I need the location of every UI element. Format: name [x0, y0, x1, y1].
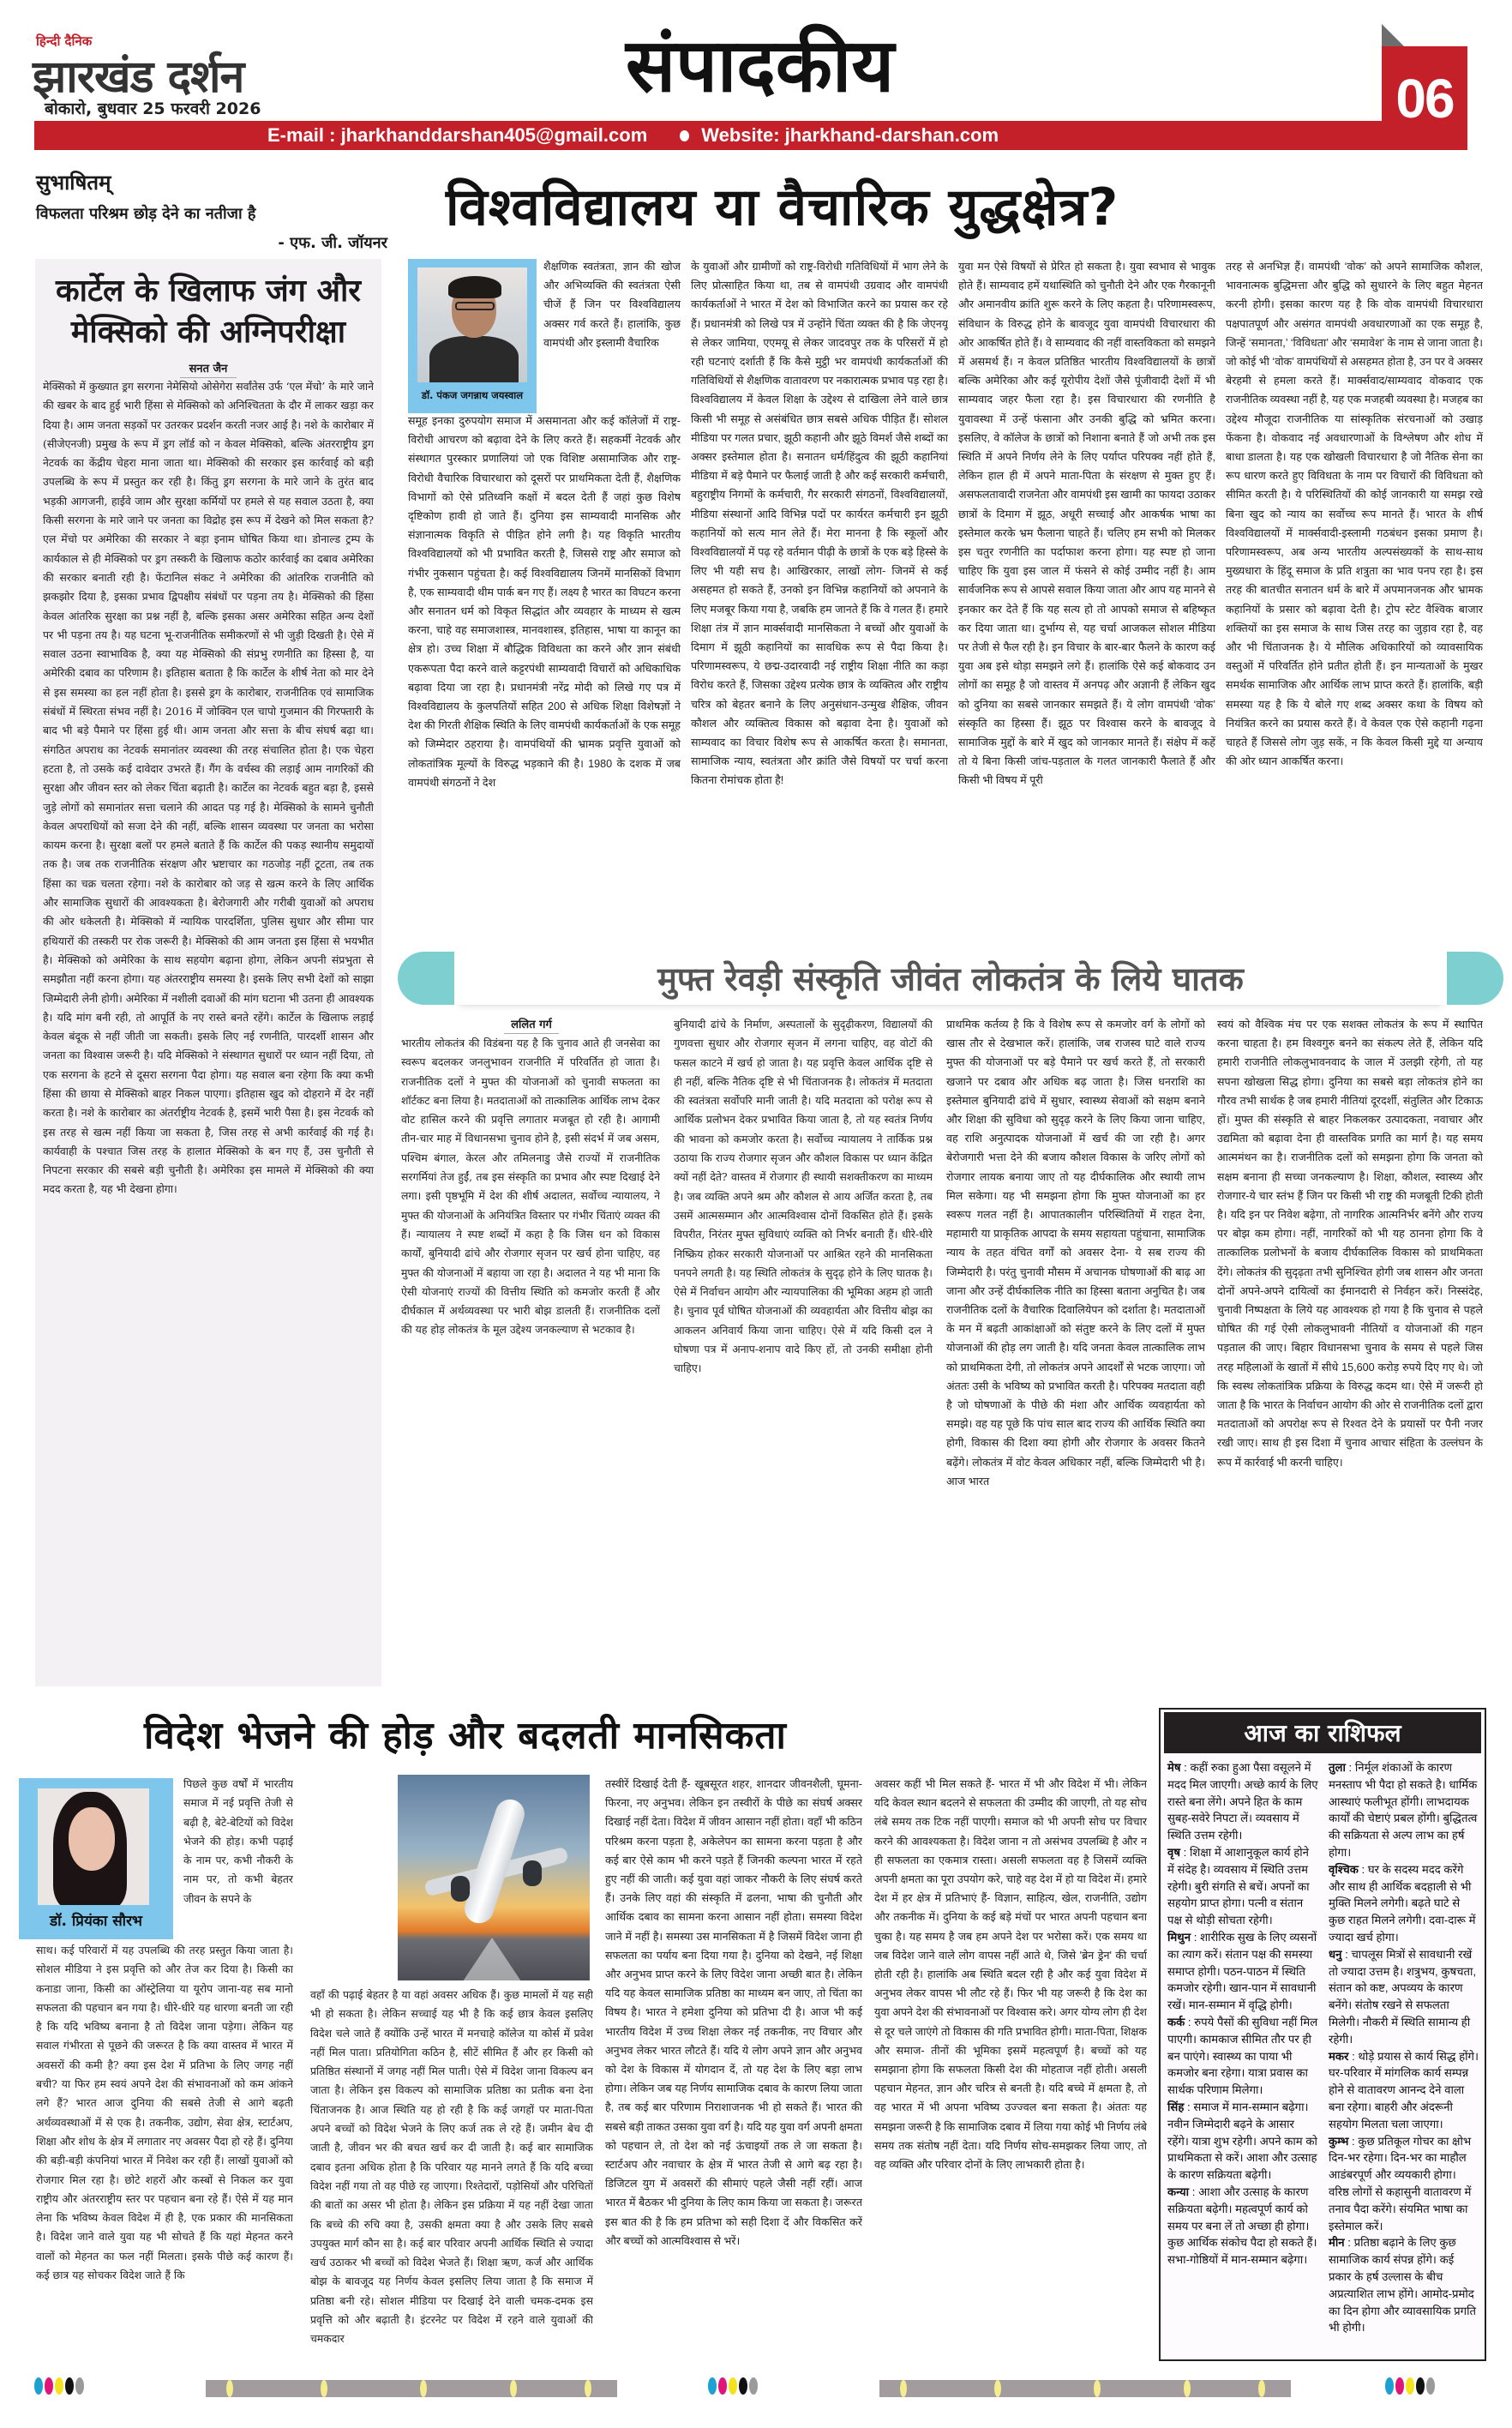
university-col1-body: समूह इनका दुरुपयोग समाज में असमानता और कई कॉलेजों में राष्ट्र-विरोधी आचरण को बढ़ावा देने के लिए करते हैं। सहकर्मी नेटवर्क और संस्थागत पुरस्कार प्रणालियां जो एक विशिष्ट असामाजिक और राष्ट्र-विरोधी वैचारिक विचारधारा को दूसरों पर प्राथमिकता देती हैं, शैक्षणिक विभागों को ऐसे प्रतिध्वनि कक्षों में बदल देती हैं जहां कुछ विशेष दृष्टिकोण हावी हो जाते हैं। दुनिया इस साम्यवादी मानसिक और संज्ञानात्मक विकृति से पीड़ित होने लगी है। यह विकृति भारतीय विश्वविद्यालयों को भी प्रभावित करती है, जिससे राष्ट्र और समाज को गंभीर नुकसान पहुंचता है। कई विश्वविद्यालय जिनमें मानसिकों विभाग है, एक साम्यवादी थीम पार्क बन गए हैं। लक्ष्य है भारत का विघटन करना और सनातन धर्म को विकृत सिद्धांत और व्यवहार के माध्यम से खत्म करना, चाहे वह समाजशास्त्र, मानवशास्त्र, इतिहास, भाषा या कानून का क्षेत्र हो। उच्च शिक्षा में बौद्धिक विविधता का करने और ज्ञान संबंधी एकरूपता पैदा करने वाले कट्टरपंथी साम्यवादी विचारों को अधिकाधिक बढ़ावा दिया जा रहा है। प्रधानमंत्री नरेंद्र मोदी को लिखे गए पत्र में विश्वविद्यालय के कुलपतियों सहित 200 से अधिक शिक्षा विशेषज्ञों ने देश की गिरती शैक्षिक स्थिति के लिए वामपंथी कार्यकर्ताओं के एक समूह को जिम्मेदार ठहराया है। वामपंथियों की भ्रामक प्रवृत्ति युवाओं को लोकतांत्रिक मूल्यों के विरुद्ध भड़काने की है। 1980 के दशक में जब वामपंथी संगठनों ने देश — [408, 415, 681, 789]
cartel-headline-line1: कार्टेल के खिलाफ जंग और — [55, 273, 362, 309]
section-title: संपादकीय — [626, 23, 895, 109]
cartel-byline: सनत जैन — [180, 360, 237, 378]
horoscope-entry-makar: मकर : थोड़े प्रयास से कार्य सिद्ध होंगे। घर-परिवार में मांगलिक कार्य सम्पन्न होने से वातावरण आनन्द देने वाला बना रहेगा। बाहरी और अंदरूनी सहयोग मिलता चला जाएगा। — [1329, 2049, 1479, 2131]
university-col2: के युवाओं और ग्रामीणों को राष्ट्र-विरोधी गतिविधियों में भाग लेने के लिए प्रोत्साहित किया था, तब से वामपंथी उग्रवाद और वामपंथी कार्यकर्ताओं ने भारत में देश को विभाजित करने का प्रयास कर रहे हैं। प्रधानमंत्री को लिखे पत्र में उन्होंने चिंता व्यक्त की है कि जेएनयू से लेकर जामिया, एएमयू से लेकर जादवपुर तक के परिसरों में हो रही घटनाएं दर्शाती हैं कि कैसे मुट्ठी भर वामपंथी कार्यकर्ताओं की गतिविधियों से शैक्षणिक वातावरण पर नकारात्मक प्रभाव पड़ रहा है। विश्वविद्यालय में केवल शिक्षा के उद्देश्य से दाखिला लेने वाले छात्र किसी भी समूह से असंबंधित छात्र सबसे अधिक पीड़ित हैं। सोशल मीडिया पर गलत प्रचार, झूठी कहानी और झूठे विमर्श जैसे शब्दों का अक्सर इस्तेमाल होता है। सनातन धर्म/हिंदुत्व की झूठी कहानियां मीडिया में बड़े पैमाने पर फैलाई जाती है और कई सरकारी कर्मचारी, बहुराष्ट्रीय निगमों के कर्मचारी, गैर सरकारी संगठनों, विश्वविद्यालयों, मीडिया संस्थानों आदि विभिन्न पदों पर कार्यरत कर्मचारी इन झूठी कहानियों को सत्य मान लेते हैं। मेरा मानना है कि स्कूलों और विश्वविद्यालयों में पढ़ रहे वर्तमान पीढ़ी के छात्रों के एक बड़े हिस्से के लिए भी यही सच है। आखिरकार, लाखों लोग- जिनमें से कई असहमत हो सकते हैं, उनको इन विभिन्न कहानियों को अपनाने के लिए मजबूर किया गया है, जबकि हम जानते हैं कि वे गलत हैं। हमारे शिक्षा तंत्र में ज्ञान मार्क्सवादी मानसिकता ने बच्चों और युवाओं के दिमाग में झूठी कहानियों का सावधिक रूप से पैदा किया है। परिणामस्वरूप, ये छद्म-उदारवादी नई राष्ट्रीय शिक्षा नीति का कड़ा विरोध करते हैं, जिसका उद्देश्य प्रत्येक छात्र के व्यक्तित्व और राष्ट्रीय चरित्र को बेहतर बनाने के लिए अनुसंधान-उन्मुख शैक्षिक, जीवन कौशल और व्यक्तित्व विकास को बढ़ावा देना है। युवाओं को साम्यवाद का विचार विशेष रूप से आकर्षित करता है। समानता, सामाजिक न्याय, स्वतंत्रता और क्रांति जैसे विषयों पर चर्चा करना कितना रोमांचक होता है! — [691, 261, 948, 787]
freebies-col3: प्राथमिक कर्तव्य है कि वे विशेष रूप से कमजोर वर्ग के लोगों को खास तौर से देखभाल करें। हालांकि, जब राजस्व घाटे वाले राज्य मुफ्त की योजनाओं पर बड़े पैमाने पर खर्च करते हैं, तो सरकारी खजाने पर दबाव और अधिक बढ़ जाता है। जिस धनराशि का इस्तेमाल बुनियादी ढांचे में सुधार, स्वास्थ्य सेवाओं को सक्षम बनाने और शिक्षा की सुविधा को सुदृढ़ करने के लिए किया जाना चाहिए, वह राशि अनुत्पादक योजनाओं में खर्च की जा रही है। अगर बेरोजगारी भत्ता देने की बजाय कौशल विकास के जरिए लोगों को रोजगार लायक बनाया जाए तो यह दीर्घकालिक और स्थायी लाभ मिल सकेगा। यह भी समझना होगा कि मुफ्त योजनाओं का हर स्वरूप गलत नहीं है। आपातकालीन परिस्थितियों में राहत देना, महामारी या प्राकृतिक आपदा के समय सहायता पहुंचाना, सामाजिक न्याय के तहत वंचित वर्गों को अवसर देना- ये सब राज्य की जिम्मेदारी है। परंतु चुनावी मौसम में अचानक घोषणाओं की बाढ़ आ जाना और उन्हें दीर्घकालिक नीति का हिस्सा बताना अनुचित है। जब राजनीतिक दलों के वैचारिक दिवालियेपन को दर्शाता है। मतदाताओं के मन में बढ़ती आकांक्षाओं को संतुष्ट करने के लिए दलों में मुफ्त योजनाओं की होड़ लग जाती है। यदि जनता केवल तात्कालिक लाभ को प्राथमिकता देगी, तो लोकतंत्र अपने आदर्शों से भटक जाएगा। जो अंततः उसी के भविष्य को प्रभावित करती है। परिपक्व मतदाता वही है जो घोषणाओं के पीछे की मंशा और आर्थिक व्यवहार्यता को समझे। वह यह पूछे कि पांच साल बाद राज्य की आर्थिक स्थिति क्या होगी, विकास की दिशा क्या होगी और रोजगार के अवसर कितने बढ़ेंगे। लोकतंत्र में वोट केवल अधिकार नहीं, बल्कि जिम्मेदारी भी है। आज भारत — [946, 1019, 1205, 1487]
author-portrait — [38, 1788, 149, 1905]
registration-dot — [1406, 2377, 1414, 2395]
subhashitam-quote: विफलता परिश्रम छोड़ देने का नतीजा है — [36, 205, 256, 223]
strip-mark — [1258, 2380, 1265, 2397]
freebies-byline: ललित गर्ग — [504, 1016, 559, 1034]
freebies-headline: मुफ्त रेवड़ी संस्कृति जीवंत लोकतंत्र के लिये घातक — [454, 952, 1447, 1005]
cartel-headline — [35, 271, 381, 353]
horoscope-left-column — [1167, 1759, 1318, 2269]
horoscope-entry-singh: सिंह : समाज में मान-सम्मान बढ़ेगा। नवीन जिम्मेदारी बढ़ने के आसार रहेंगे। यात्रा शुभ रहेगी। अपने काम को प्राथमिकता से करें। आशा और उत्साह के कारण सक्रियता बढ़ेगी। — [1167, 2100, 1317, 2182]
paper-tagline: हिन्दी दैनिक — [36, 33, 93, 49]
horoscope-right-column — [1329, 1759, 1479, 2336]
abroad-col4: अवसर कहीं भी मिल सकते हैं- भारत में भी और विदेश में भी। लेकिन यदि केवल स्थान बदलने से सफलता की उम्मीद की जाएगी, तो यह सोच लंबे समय तक टिक नहीं पाएगी। समाज को भी अपनी सोच पर विचार करने की आवश्यकता है। विदेश जाना न तो असंभव उपलब्धि है और न ही सफलता का एकमात्र रास्ता। असली सफलता वह है जिसमें व्यक्ति अपनी क्षमता का पूरा उपयोग करे, चाहे वह देश में हो या विदेश में। हमारे देश में हर क्षेत्र में प्रतिभाएं हैं- विज्ञान, साहित्य, खेल, राजनीति, उद्योग और तकनीक में। दुनिया के कई बड़े मंचों पर भारत अपनी पहचान बना चुका है। यह समय है जब हम अपने देश पर भरोसा करें। एक समय था जब विदेश जाने वाले लोग वापस नहीं आते थे, जिसे 'ब्रेन ड्रेन' की चर्चा होती रही है। हालांकि अब स्थिति बदल रही है और कई युवा विदेश में अनुभव लेकर वापस भी लौट रहे हैं। फिर भी यह जरूरी है कि देश का युवा अपने देश की संभावनाओं पर विश्वास करे। अगर योग्य लोग ही देश से दूर चले जाएंगे तो विकास की गति प्रभावित होगी। माता-पिता, शिक्षक और समाज- तीनों की भूमिका इसमें महत्वपूर्ण है। बच्चों को यह समझाना होगा कि सफलता किसी देश की मोहताज नहीं होती। असली पहचान मेहनत, ज्ञान और चरित्र से बनती है। यदि बच्चे में क्षमता है, तो वह भारत में भी अपना भविष्य उज्ज्वल बना सकता है। अंततः यह समझना जरूरी है कि सामाजिक दबाव में लिया गया कोई भी निर्णय लंबे समय तक संतोष नहीं देता। यदि निर्णय सोच-समझकर लिया जाए, तो वह व्यक्ति और परिवार दोनों के लिए लाभकारी होता है। — [874, 1778, 1147, 2172]
abroad-headline: विदेश भेजने की होड़ और बदलती मानसिकता — [144, 1714, 787, 1758]
registration-dot — [749, 2377, 758, 2395]
horoscope-title: आज का राशिफल — [1164, 1712, 1481, 1753]
freebies-headline-banner — [398, 952, 1503, 1005]
page-number: 06 — [1382, 46, 1467, 150]
horoscope-entry-vrishchik: वृश्चिक : घर के सदस्य मदद करेंगे और साथ ही आर्थिक बदहाली से भी मुक्ति मिलने लगेगी। बढ़ते घाटे से कुछ राहत मिलने लगेगी। दवा-दारू में ज्यादा खर्च होगा। — [1329, 1862, 1476, 1944]
registration-dot — [1385, 2377, 1394, 2395]
university-col1-intro: शैक्षणिक स्वतंत्रता, ज्ञान की खोज और अभिव्यक्ति की स्वतंत्रता ऐसी चीजें हैं जिन पर विश्वविद्यालय अक्सर गर्व करते हैं। हालांकि, कुछ वामपंथी और इस्लामी वैचारिक — [543, 261, 681, 349]
registration-dot — [729, 2377, 737, 2395]
university-col4: तरह से अनभिज्ञ हैं। वामपंथी ‘वोक’ को अपने सामाजिक कौशल, भावनात्मक बुद्धिमत्ता और बुद्धि को सुधारने के लिए बहुत मेहनत करनी होगी। इसका कारण यह है कि वोक वामपंथी विचारधारा पक्षपातपूर्ण और असंगत वामपंथी अवधारणाओं का एक समूह है, जिन्हें ‘समानता,’ ‘विविधता’ और ‘समावेश’ के नाम से जाना जाता है। जो कोई भी ‘वोक’ वामपंथियों से असहमत होता है, उन पर वे अक्सर बेरहमी से हमला करते हैं। मार्क्सवाद/साम्यवाद वोकवाद एक राजनीतिक व्यवस्था नहीं है, यह एक मजहबी व्यवस्था है। मजहब का उद्देश्य मौजूदा राजनीतिक या सांस्कृतिक संरचनाओं को उखाड़ फेंकना है। वोकवाद नई अवधारणाओं के विश्लेषण और शोध में बाधा डालता है। यह एक खोखली विचारधारा है जो नैतिक सेना का रूप धारण करते हुए विविधता के नाम पर विचारों की विविधता को सीमित करती है। ये परिस्थितियों की कोई जानकारी या समझ रखे बिना खुद को न्याय का सर्वोच्च रूप मानते हैं। भारत के शीर्ष विश्वविद्यालयों में मार्क्सवादी-इस्लामी गठबंधन इसका प्रमाण है। परिणामस्वरूप, अब अन्य भारतीय अल्पसंख्यकों के साथ-साथ मुख्यधारा के हिंदू समाज के प्रति शत्रुता का भाव पनप रहा है। इस तरह की बातचीत सनातन धर्म के बारे में अपमानजनक और भ्रामक कहानियों के प्रसार को बढ़ावा देती है। ट्रोप स्टेट वैश्विक बाजार शक्तियों का इस समाज के साथ जिस तरह का जुड़ाव रहा है, वह और भी चिंताजनक है। ये मौलिक अधिकारियों को व्यावसायिक वस्तुओं में परिवर्तित होने प्रतीत होती हैं। इन मान्यताओं के मुखर समर्थक सामाजिक और आर्थिक लाभ प्राप्त करते हैं। हालांकि, बड़ी समस्या यह है कि ये बोले गए शब्द अक्सर कथा के विषय को नियंत्रित करने का प्रयास करते हैं। वे केवल एक ऐसे कहानी गढ़ना चाहते हैं जिससे लोग जुड़ सकें, न कि केवल किसी मुद्दे या अन्याय की ओर ध्यान आकर्षित करना। — [1226, 261, 1483, 768]
strip-mark — [510, 2380, 517, 2397]
color-strip-left — [206, 2380, 617, 2397]
registration-marks-center — [708, 2377, 758, 2395]
abroad-col2: वहाँ की पढ़ाई बेहतर है या वहां अवसर अधिक हैं। कुछ मामलों में यह सही भी हो सकता है। लेकिन सच्चाई यह भी है कि कई छात्र केवल इसलिए विदेश चले जाते हैं क्योंकि उन्हें भारत में मनचाहे कॉलेज या कोर्स में प्रवेश नहीं मिल पाता। प्रतियोगिता कठिन है, सीटें सीमित हैं और हर किसी को प्रतिष्ठित संस्थानों में जगह नहीं मिल पाती। ऐसे में विदेश जाना विकल्प बन जाता है। लेकिन इस विकल्प को सामाजिक प्रतिष्ठा का प्रतीक बना देना चिंताजनक है। आज स्थिति यह हो रही है कि कई जगहों पर माता-पिता अपने बच्चों को विदेश भेजने के लिए कर्ज तक ले रहे हैं। जमीन बेच दी जाती है, जीवन भर की बचत खर्च कर दी जाती है। कई बार सामाजिक दबाव इतना अधिक होता है कि परिवार यह मानने लगते हैं कि यदि बच्चा विदेश नहीं गया तो वह पीछे रह जाएगा। रिश्तेदारों, पड़ोसियों और परिचितों की बातों का असर भी होता है। लेकिन इस प्रक्रिया में यह नहीं देखा जाता कि बच्चे की रुचि क्या है, उसकी क्षमता क्या है और उसके लिए सबसे उपयुक्त मार्ग कौन सा है। कई बार परिवार अपनी आर्थिक स्थिति से ज्यादा खर्च उठाकर भी बच्चों को विदेश भेजते हैं। शिक्षा ऋण, कर्ज और आर्थिक बोझ के बावजूद यह निर्णय केवल इसलिए लिया जाता है कि समाज में प्रतिष्ठा बनी रहे। सोशल मीडिया पर दिखाई देने वाली चमक-दमक इस प्रवृत्ति को और बढ़ाती है। इंटरनेट पर विदेश में रहने वाले युवाओं की चमकदार — [310, 1988, 593, 2346]
subhashitam-title: सुभाषितम् — [36, 171, 111, 195]
author-photo-saurabh — [19, 1778, 173, 1939]
horoscope-entry-mithun: मिथुन : शारीरिक सुख के लिए व्यसनों का त्याग करें। संतान पक्ष की समस्या समाप्त होगी। पठन-पाठन में स्थिति कमजोर रहेगी। खान-पान में सावधानी रखें। मान-सम्मान में वृद्धि होगी। — [1167, 1930, 1317, 2012]
strip-mark — [994, 2380, 1001, 2397]
registration-dot — [718, 2377, 727, 2395]
horoscope-entry-kanya: कन्या : आशा और उत्साह के कारण सक्रियता बढ़ेगी। महत्वपूर्ण कार्य को समय पर बना लें तो अच्छा ही होगा। कुछ आर्थिक संकोच पैदा हो सकते हैं। सभा-गोष्ठियों में मान-सम्मान बढ़ेगा। — [1167, 2185, 1317, 2267]
horoscope-entry-kark: कर्क : रुपये पैसों की सुविधा नहीं मिल पाएगी। कामकाज सीमित तौर पर ही बन पाएंगे। स्वास्थ्य का पाया भी कमजोर बना रहेगा। यात्रा प्रवास का सार्थक परिणाम मिलेगा। — [1167, 2015, 1318, 2097]
cartel-headline-line2: मेक्सिको की अग्निपरीक्षा — [70, 315, 346, 350]
strip-mark — [585, 2380, 591, 2397]
author-photo-jayaswal — [408, 259, 537, 413]
registration-dot — [55, 2377, 63, 2395]
abroad-col1-body: साथ। कई परिवारों में यह उपलब्धि की तरह प्रस्तुत किया जाता है। सोशल मीडिया ने इस प्रवृत्ति को और तेज कर दिया है। किसी का कनाडा जाना, किसी का ऑस्ट्रेलिया या यूरोप जाना-यह सब मानो सफलता की पहचान बन गया है। धीरे-धीरे यह धारणा बनती जा रही है कि यदि भविष्य बनाना है तो विदेश जाना पड़ेगा। लेकिन यह सवाल गंभीरता से पूछने की जरूरत है कि क्या वास्तव में भारत में अवसरों की कमी है? क्या इस देश में प्रतिभा के लिए जगह नहीं बची? या फिर हम स्वयं अपने देश की संभावनाओं को कम आंकने लगे हैं? भारत आज दुनिया की सबसे तेजी से आगे बढ़ती अर्थव्यवस्थाओं में से एक है। तकनीक, उद्योग, सेवा क्षेत्र, स्टार्टअप, शिक्षा और शोध के क्षेत्र में लगातार नए अवसर पैदा हो रहे हैं। दुनिया की बड़ी-बड़ी कंपनियां भारत में निवेश कर रही हैं। लाखों युवाओं को रोजगार मिल रहा है। छोटे शहरों और कस्बों से निकल कर युवा राष्ट्रीय और अंतरराष्ट्रीय स्तर पर पहचान बना रहे हैं। ऐसे में यह मान लेना कि भविष्य केवल विदेश में ही है, एक प्रकार की मानसिकता है। विदेश जाने वाले युवा यह भी सोचते हैं कि यहां मेहनत करने वालों को मेहनत का फल नहीं मिलता। इसके पीछे कई कारण हैं। कई छात्र यह सोचकर विदेश जाते हैं कि — [36, 1944, 293, 2282]
horoscope-entry-kumbh: कुम्भ : कुछ प्रतिकूल गोचर का क्षोभ दिन-भर रहेगा। दिन-भर का माहौल आडंबरपूर्ण और व्ययकारी होगा। वरिष्ठ लोगों से कहासुनी वातावरण में तनाव पैदा करेंगे। संयमित भाषा का इस्तेमाल करें। — [1329, 2134, 1472, 2233]
registration-dot — [75, 2377, 84, 2395]
dateline: बोकारो, बुधवार 25 फरवरी 2026 — [45, 99, 261, 118]
horoscope-entry-dhanu: धनु : चापलूस मित्रों से सावधानी रखें तो ज्यादा उत्तम है। शत्रुभय, कुषचता, संतान को कष्ट, अपव्यय के कारण बनेंगे। संतोष रखने से सफलता मिलेगी। नौकरी में स्थिति सामान्य ही रहेगी। — [1329, 1947, 1477, 2046]
author-portrait — [417, 267, 527, 382]
bullet-icon — [680, 130, 689, 141]
strip-mark — [321, 2380, 327, 2397]
horoscope-entry-vrish: वृष : शिक्षा में आशानुकूल कार्य होने में संदेह है। व्यवसाय में स्थिति उत्तम रहेगी। बुरी संगति से बचें। अपनों का सहयोग प्राप्त होगा। पत्नी व संतान पक्ष से थोड़ी सोचता रहेगी। — [1167, 1845, 1310, 1927]
registration-marks-right — [1385, 2377, 1435, 2395]
subhashitam-box — [36, 168, 387, 253]
university-col3: युवा मन ऐसे विषयों से प्रेरित हो सकता है। युवा स्वभाव से भावुक होते हैं। साम्यवाद हमें यथास्थिति को चुनौती देने और एक गैरकानूनी और अमानवीय क्रांति शुरू करने के लिए कहता है। परिणामस्वरूप, संविधान के विरुद्ध होने के बावजूद युवा वामपंथी विचारधारा की ओर आकर्षित होते हैं। वे साम्यवाद की नहीं वास्तविकता को समझने में असमर्थ हैं। न केवल प्रतिष्ठित भारतीय विश्वविद्यालयों के छात्रों बल्कि अमेरिका और कई यूरोपीय देशों जैसे पूंजीवादी देशों में भी साम्यवाद जहर फैला रहा है। इस विचारधारा की रणनीति है युवावस्था में उन्हें फंसाना और उनकी बुद्धि को भ्रमित करना। इसलिए, वे कॉलेज के छात्रों को निशाना बनाते हैं जो अभी तक इस स्थिति में अपने निर्णय लेने के लिए पर्याप्त परिपक्व नहीं होते हैं, लेकिन हाल ही में अपने माता-पिता के संरक्षण से मुक्त हुए हैं। असफलतावादी राजनेता और वामपंथी इस खामी का फायदा उठाकर छात्रों के दिमाग में झूठ, अधूरी सच्चाई और आकर्षक भाषा का इस्तेमाल करके भ्रम फैलाना चाहते हैं। चलिए हम सभी को मिलकर इस चतुर रणनीति का पर्दाफाश करना होगा। यह स्पष्ट हो जाना चाहिए कि युवा इस जाल में फंसने से कोई उम्मीद नहीं है। आम सार्वजनिक रूप से आपसे सवाल किया जाता और आप यह मानने से इनकार कर देते हैं कि यह सत्य हो तो आपको समाज से बहिष्कृत कर दिया जाता था। दुर्भाग्य से, यह चर्चा आजकल सोशल मीडिया पर तेजी से फैल रही है। इन विचार के बार-बार फैलने के कारण कई युवा अब इसे थोड़ा समझने लगे हैं। हालांकि ऐसे कई बोकवाद उन लोगों का समूह है जो वास्तव में अनपढ़ और अज्ञानी हैं लेकिन खुद को दुनिया का सबसे जानकार समझते हैं। ये लोग वामपंथी ‘वोक’ संस्कृति का हिस्सा हैं। झूठ पर विश्वास करने के बावजूद वे सामाजिक मुद्दों के बारे में खुद को जानकार मानते हैं। संक्षेप में कहें तो ये बिना किसी जांच-पड़ताल के गलत जानकारी फैलाते हैं और किसी भी विषय में पूरी — [958, 261, 1215, 787]
horoscope-entry-meen: मीन : प्रतिष्ठा बढ़ाने के लिए कुछ सामाजिक कार्य संपन्न होंगे। कई प्रकार के हर्ष उल्लास के बीच अप्रत्याशित लाभ होंगे। आमोद-प्रमोद का दिन होगा और व्यावसायिक प्रगति भी होगी। — [1329, 2236, 1477, 2335]
strip-mark — [1094, 2380, 1101, 2397]
registration-dot — [1416, 2377, 1425, 2395]
abroad-col3: तस्वीरें दिखाई देती हैं- खूबसूरत शहर, शानदार जीवनशैली, घूमना-फिरना, नए अनुभव। लेकिन इन तस्वीरों के पीछे का संघर्ष अक्सर दिखाई नहीं देता। विदेश में जीवन आसान नहीं होता। वहाँ भी कठिन परिश्रम करना पड़ता है, अकेलेपन का सामना करना पड़ता है और कई बार ऐसे काम भी करने पड़ते हैं जिनकी कल्पना भारत में रहते हुए नहीं की जाती। कई युवा वहां जाकर नौकरी के लिए संघर्ष करते हैं। उनके लिए वहां की संस्कृति में ढलना, भाषा की चुनौती और आर्थिक दबाव का सामना करना आसान नहीं होता। समस्या विदेश जाने में नहीं है। समस्या उस मानसिकता में है जिसमें विदेश जाना ही सफलता का पर्याय बना दिया गया है। दुनिया को देखने, नई शिक्षा और अनुभव प्राप्त करने के लिए विदेश जाना अच्छी बात है। लेकिन यदि यह केवल सामाजिक प्रतिष्ठा का माध्यम बन जाए, तो चिंता का विषय है। भारत ने हमेशा दुनिया को प्रतिभा दी है। आज भी कई भारतीय विदेश में उच्च शिक्षा लेकर नई तकनीक, नए विचार और अनुभव लेकर भारत लौटते हैं। यदि ये लोग अपने ज्ञान और अनुभव को देश के विकास में योगदान दें, तो यह देश के लिए बड़ा लाभ होगा। लेकिन जब यह निर्णय सामाजिक दबाव के कारण लिया जाता है, तब कई बार परिणाम निराशाजनक भी हो सकते हैं। भारत की सबसे बड़ी ताकत उसका युवा वर्ग है। यदि यह युवा वर्ग अपनी क्षमता को पहचान ले, तो देश को नई ऊंचाइयों तक ले जा सकता है। स्टार्टअप और नवाचार के क्षेत्र में भारत तेजी से आगे बढ़ रहा है। डिजिटल युग में अवसरों की सीमाएं पहले जैसी नहीं रहीं। आज भारत में बैठकर भी दुनिया के लिए काम किया जा सकता है। जरूरत इस बात की है कि हम प्रतिभा को सही दिशा दें और विकसित करें और बच्चों को आत्मविश्वास से भरें। — [605, 1778, 862, 2247]
registration-dot — [708, 2377, 717, 2395]
registration-dot — [739, 2377, 747, 2395]
author-caption: डॉ. पंकज जगन्नाथ जयस्वाल — [421, 389, 524, 401]
color-strip-right — [879, 2380, 1291, 2397]
freebies-col1: भारतीय लोकतंत्र की विडंबना यह है कि चुनाव आते ही जनसेवा का स्वरूप बदलकर जनलुभावन राजनीति में परिवर्तित हो जाता है। राजनीतिक दलों ने मुफ्त की योजनाओं को चुनावी सफलता का शॉर्टकट बना लिया है। मतदाताओं को तात्कालिक आर्थिक लाभ देकर वोट हासिल करने की प्रवृत्ति लगातार मजबूत हो रही है। आगामी तीन-चार माह में विधानसभा चुनाव होने है, इसी संदर्भ में जब असम, पश्चिम बंगाल, केरल और तमिलनाडु जैसे राज्यों में राजनीतिक सरगर्मियां तेज हुईं, तब इस संस्कृति का प्रभाव और स्पष्ट दिखाई देने लगा। इसी पृष्ठभूमि में देश की शीर्ष अदालत, सर्वोच्च न्यायालय, ने मुफ्त की योजनाओं के अनियंत्रित विस्तार पर गंभीर चिंताएं व्यक्त की हैं। न्यायालय ने स्पष्ट शब्दों में कहा है कि जिस धन को विकास कार्यों, बुनियादी ढांचे और रोजगार सृजन पर खर्च होना चाहिए, वह मुफ्त की योजनाओं में बहाया जा रहा है। अदालत ने यह भी माना कि ऐसी योजनाएं राज्यों की वित्तीय स्थिति को कमजोर करती हैं और दीर्घकाल में अर्थव्यवस्था पर भारी बोझ डालती हैं। राजनीतिक दलों की यह होड़ लोकतंत्र के मूल उद्देश्य जनकल्याण से भटकाव है। — [401, 1037, 660, 1337]
horoscope-entry-tula: तुला : निर्मूल शंकाओं के कारण मनस्ताप भी पैदा हो सकते है। धार्मिक आस्थाएं फलीभूत होंगी। लाभदायक कार्यों की चेष्टाएं प्रबल होंगी। बुद्धितत्व की सक्रियता से अल्प लाभ का हर्ष होगा। — [1329, 1761, 1478, 1859]
registration-marks-left — [34, 2377, 84, 2395]
airplane-photo — [398, 1775, 590, 1980]
strip-mark — [226, 2380, 233, 2397]
registration-dot — [65, 2377, 74, 2395]
author-caption: डॉ. प्रियंका सौरभ — [50, 1913, 142, 1930]
website-link[interactable]: Website: jharkhand-darshan.com — [701, 124, 999, 146]
registration-dot — [34, 2377, 43, 2395]
abroad-col1-intro: पिछले कुछ वर्षों में भारतीय समाज में नई प्रवृत्ति तेजी से बढ़ी है, बेटे-बेटियों को विदेश भेजने की होड़। कभी पढ़ाई के नाम पर, कभी नौकरी के नाम पर, तो कभी बेहतर जीवन के सपने के — [183, 1777, 293, 1905]
email-link[interactable]: E-mail : jharkhanddarshan405@gmail.com — [267, 124, 648, 146]
registration-dot — [1426, 2377, 1435, 2395]
strip-mark — [1184, 2380, 1191, 2397]
subhashitam-author: - एफ. जी. जॉयनर — [278, 234, 387, 252]
horoscope-entry-mesh: मेष : कहीं रुका हुआ पैसा वसूलने में मदद मिल जाएगी। अच्छे कार्य के लिए रास्ते बना लेंगे। अपने हित के काम सुबह-सवेरे निपटा लें। व्यवसाय में स्थिति उत्तम रहेगी। — [1167, 1761, 1318, 1842]
paper-logo: झारखंड दर्शन — [33, 51, 244, 103]
freebies-col2: बुनियादी ढांचे के निर्माण, अस्पतालों के सुदृढ़ीकरण, विद्यालयों की गुणवत्ता सुधार और रोजगार सृजन में लगना चाहिए, वह वोटों की फसल काटने में खर्च हो जाता है। यह प्रवृत्ति केवल आर्थिक दृष्टि से ही नहीं, बल्कि नैतिक दृष्टि से भी चिंताजनक है। लोकतंत्र में मतदाता की स्वतंत्रता सर्वोपरि मानी जाती है। यदि मतदाता को परोक्ष रूप से आर्थिक प्रलोभन देकर प्रभावित किया जाता है, तो यह स्वतंत्र निर्णय की भावना को कमजोर करता है। सर्वोच्च न्यायालय ने तार्किक प्रश्न उठाया कि राज्य रोजगार सृजन और कौशल विकास पर ध्यान केंद्रित क्यों नहीं देते? वास्तव में रोजगार ही स्थायी सशक्तीकरण का माध्यम है। जब व्यक्ति अपने श्रम और कौशल से आय अर्जित करता है, तब उसमें आत्मसम्मान और आत्मविश्वास दोनों विकसित होते हैं। इसके विपरीत, निरंतर मुफ्त सुविधाएं व्यक्ति को निर्भर बनाती हैं। धीरे-धीरे निष्क्रिय होकर सरकारी योजनाओं पर आश्रित रहने की मानसिकता पनपने लगती है। यह स्थिति लोकतंत्र के सुदृढ़ होने के लिए घातक है। ऐसे में निर्वाचन आयोग और न्यायपालिका की भूमिका अहम हो जाती है। चुनाव पूर्व घोषित योजनाओं की व्यवहार्यता और वित्तीय बोझ का आकलन अनिवार्य किया जाना चाहिए। ऐसे में यदि किसी दल ने घोषणा पत्र में अनाप-शनाप वादे किए हों, तो उनकी समीक्षा होनी चाहिए। — [674, 1018, 933, 1375]
registration-dot — [1395, 2377, 1404, 2395]
strip-mark — [900, 2380, 907, 2397]
cartel-body: मेक्सिको में कुख्यात ड्रग सरगना नेमेसियो ओसेगेरा सर्वांतेस उर्फ ‘एल मेंचो’ के मारे जाने की खबर के बाद हुई भारी हिंसा से मेक्सिको को अनिश्चितता के दौर में लाकर खड़ा कर दिया है। आम जनता सड़कों पर उतरकर प्रदर्शन करती नजर आई है। नशे के कारोबार में (सीजेएनजी) प्रमुख के रूप में ड्रग लॉर्ड को न केवल मेक्सिको, बल्कि अंतरराष्ट्रीय ड्रग नेटवर्क का केंद्रीय चेहरा माना जाता था। मेक्सिको की सरकार इस कार्रवाई को बड़ी उपलब्धि के रूप में प्रस्तुत कर रही है। किंतु ड्रग सरगना के मारे जाने के तुरंत बाद भड़की आगजनी, हाईवे जाम और सुरक्षा कर्मियों पर हमले से यह सवाल उठता है, क्या किसी सरगना के मारे जाने पर जनता का विद्रोह इस रूप में देखने को मिल सकता है? एल मेंचो पर अमेरिका की सरकार ने बड़ा इनाम घोषित किया था। डोनाल्ड ट्रम्प के कार्यकाल से ही मेक्सिको पर ड्रग तस्करी के खिलाफ कठोर कार्रवाई का दबाव अमेरिका की सरकार बनाती रही है। फेंटानिल संकट ने अमेरिका की आंतरिक राजनीति को झकझोर दिया है, इसका प्रभाव द्विपक्षीय संबंधों पर पड़ना तय है। मेक्सिको की हिंसा केवल आंतरिक सुरक्षा का प्रश्न नहीं है, बल्कि इसका असर अमेरिका सहित अन्य देशों पर भी पड़ना तय है। यह घटना भू-राजनीतिक समीकरणों से भी जुड़ी दिखती है। ऐसे में सवाल उठना स्वाभाविक है, क्या यह मेक्सिको की संप्रभु रणनीति का हिस्सा है, या अमेरिकी दबाव का परिणाम है। इतिहास बताता है कि कार्टेल के शीर्ष नेता को मार देने से इस समस्या का हल नहीं होता है। इससे ड्रग के कारोबार, राजनीतिक एवं सामाजिक संबंधों में स्थिरता संभव नहीं है। 2016 में जोक्विन एल चापो गुजमान की गिरफ्तारी के बाद भी बड़े पैमाने पर हिंसा हुई थी। आम जनता और सत्ता के बीच संघर्ष बढ़ा था। संगठित अपराध का नेटवर्क समानांतर व्यवस्था की तरह संचालित होता है। एक चेहरा हटता है, तो उसके कई दावेदार उभरते हैं। गैंग के वर्चस्व की लड़ाई आम नागरिकों की सुरक्षा और जीवन स्तर को लेकर चिंता बढ़ाती है। कार्टेल का नेटवर्क बहुत बड़ा है, इससे जुड़े लोगों को समानांतर सत्ता चलाने की आदत पड़ गई है। मेक्सिको के सामने चुनौती केवल अपराधियों को सजा देने की नहीं, बल्कि शासन व्यवस्था पर जनता का भरोसा कायम करना है। सुरक्षा बलों पर हमले बताते हैं कि कार्टेल की पकड़ स्थानीय समुदायों तक है। जब तक राजनीतिक संरक्षण और भ्रष्टाचार का गठजोड़ नहीं टूटता, तब तक हिंसा का चक्र चलता रहेगा। नशे के कारोबार को जड़ से खत्म करने के लिए आर्थिक और सामाजिक सुधारों की आवश्यकता है। बेरोजगारी और गरीबी युवाओं को अपराध की ओर धकेलती है। मेक्सिको में न्यायिक पारदर्शिता, पुलिस सुधार और सीमा पार हथियारों की तस्करी पर रोक जरूरी है। मेक्सिको की आम जनता इस हिंसा से भयभीत है। मेक्सिको को अमेरिका के साथ सहयोग बढ़ाना होगा, लेकिन अपनी संप्रभुता से समझौता नहीं करना होगा। यह अंतरराष्ट्रीय समस्या है। इसके लिए सभी देशों को साझा जिम्मेदारी लेनी होगी। अमेरिका में नशीली दवाओं की मांग घटाना भी उतना ही आवश्यक है। यदि मांग बनी रही, तो आपूर्ति के नए रास्ते बनते रहेंगे। कार्टेल के खिलाफ लड़ाई केवल बंदूक से नहीं जीती जा सकती। इसके लिए नई रणनीति, पारदर्शी शासन और जनता का विश्वास जरूरी है। यदि मेक्सिको ने संस्थागत सुधारों पर ध्यान नहीं दिया, तो एक सरगना के हटने से दूसरा सरगना पैदा होगा। यह सवाल बना रहेगा कि क्या कभी हिंसा की छाया से मेक्सिको बाहर निकल पाएगा। इतिहास खुद को दोहराने में देर नहीं करता है। नशे के कारोबार का अंतर्राष्ट्रीय नेटवर्क है, इसमें भारी पैसा है। इस नेटवर्क को इस तरह से खत्म नहीं किया जा सकता है, जिस तरह से अभी कार्रवाई की गई है। कार्यवाही के पश्चात जिस तरह के हालात मेक्सिको के बन गए हैं, उस चुनौती से निपटना सरकार की सबसे बड़ी चुनौती है। अमेरिका इस मामले में मेक्सिको की क्या मदद करता है, यह भी देखना होगा। — [43, 380, 374, 1196]
university-headline: विश्वविद्यालय या वैचारिक युद्धक्षेत्र? — [446, 177, 1119, 237]
contact-bar — [34, 121, 1467, 150]
masthead — [0, 0, 1512, 150]
registration-dot — [45, 2377, 53, 2395]
page-tab-fold — [1382, 24, 1404, 46]
freebies-col4: स्वयं को वैश्विक मंच पर एक सशक्त लोकतंत्र के रूप में स्थापित करना चाहता है। हम विश्वगुरु बनने का संकल्प लेते हैं, लेकिन यदि हमारी राजनीति लोकलुभावनवाद के जाल में उलझी रहेगी, तो यह सपना खोखला सिद्ध होगा। दुनिया का सबसे बड़ा लोकतंत्र होने का गौरव तभी सार्थक है जब हमारी नीतियां दूरदर्शी, संतुलित और टिकाऊ हों। मुफ्त की संस्कृति से बाहर निकलकर उत्पादकता, नवाचार और उद्यमिता को बढ़ावा देना ही वास्तविक प्रगति का मार्ग है। यह समय आत्ममंथन का है। राजनीतिक दलों को समझना होगा कि जनता को सक्षम बनाना ही सच्चा जनकल्याण है। शिक्षा, कौशल, स्वास्थ्य और रोजगार-ये चार स्तंभ हैं जिन पर किसी भी राष्ट्र की मजबूती टिकी होती है। यदि इन पर निवेश बढ़ेगा, तो नागरिक आत्मनिर्भर बनेंगे और राज्य पर बोझ कम होगा। नहीं, नागरिकों को भी यह ठानना होगा कि वे तात्कालिक प्रलोभनों के बजाय दीर्घकालिक विकास को प्राथमिकता देंगे। लोकतंत्र की सुदृढ़ता तभी सुनिश्चित होगी जब शासन और जनता दोनों अपने-अपने दायित्वों का ईमानदारी से निर्वहन करें। निस्संदेह, चुनावी निष्पक्षता के लिये यह आवश्यक हो गया है कि चुनाव से पहले घोषित की गई ऐसी लोकलुभावनी नीतियों व योजनाओं की गहन पड़ताल की जाए। बिहार विधानसभा चुनाव के समय से पहले जिस तरह महिलाओं के खातों में सीधे 15,600 करोड़ रुपये दिए गए थे। जो कि स्वस्थ लोकतांत्रिक प्रक्रिया के विरुद्ध कदम था। ऐसे में जरूरी हो जाता है कि भारत के निर्वाचन आयोग की ओर से राजनीतिक दलों द्वारा मतदाताओं को अपरोक्ष रूप से रिश्वत देने के प्रयासों पर पैनी नजर रखी जाए। साथ ही इस दिशा में चुनाव आचार संहिता के उल्लंघन के रूप में कार्रवाई भी करनी चाहिए। — [1217, 1019, 1483, 1469]
strip-mark — [420, 2380, 427, 2397]
